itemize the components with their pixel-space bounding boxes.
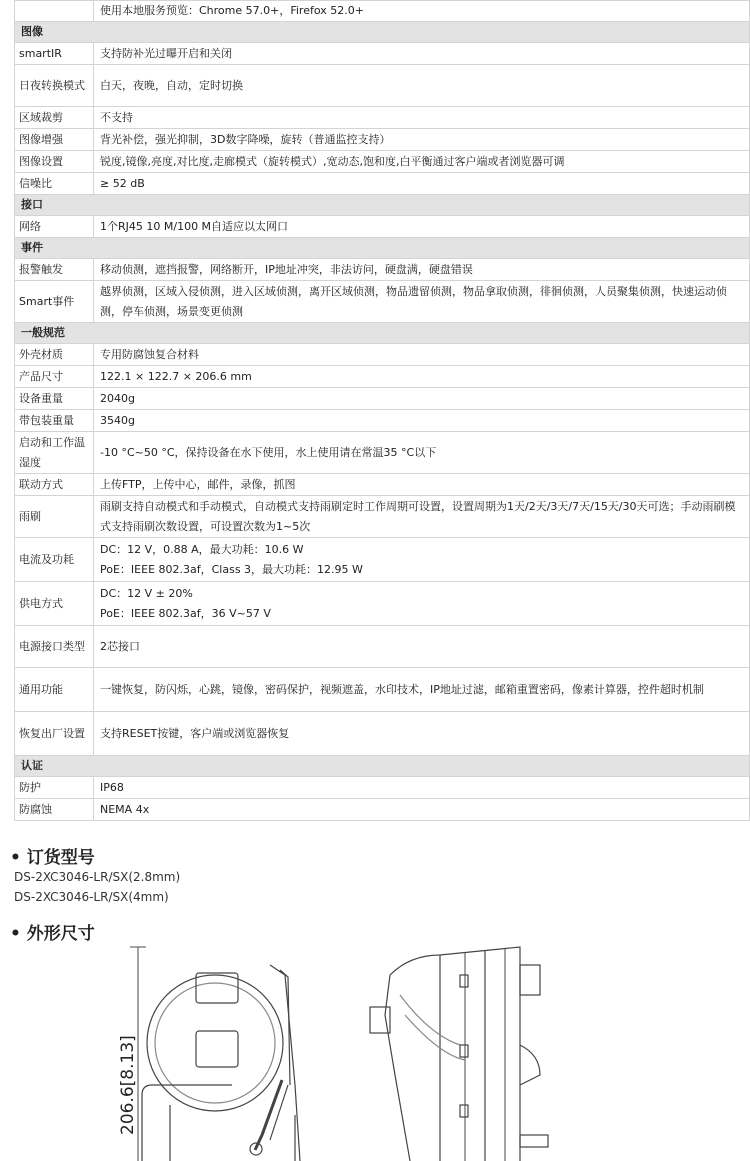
spec-value — [94, 582, 750, 626]
spec-value: 专用防腐蚀复合材料 — [94, 344, 750, 366]
spec-label: 区域裁剪 — [15, 107, 94, 129]
spec-row — [15, 173, 750, 195]
spec-label: 报警触发 — [15, 259, 94, 281]
spec-value-line: DC：12 V ± 20% — [100, 586, 193, 600]
spec-label: 图像增强 — [15, 129, 94, 151]
spec-label: 带包装重量 — [15, 410, 94, 432]
spec-value: 3540g — [94, 410, 750, 432]
spec-value: 使用本地服务预览：Chrome 57.0+，Firefox 52.0+ — [94, 1, 750, 22]
spec-label: 外壳材质 — [15, 344, 94, 366]
spec-value: NEMA 4x — [94, 799, 750, 821]
spec-value: 锐度,镜像,亮度,对比度,走廊模式（旋转模式）,宽动态,饱和度,白平衡通过客户端或者浏览器可调 — [94, 151, 750, 173]
spec-section-row — [15, 756, 750, 777]
spec-value: IP68 — [94, 777, 750, 799]
spec-label: 设备重量 — [15, 388, 94, 410]
height-dimension-label: 206.6[8.13] — [118, 1035, 138, 1135]
spec-row — [15, 151, 750, 173]
dimension-heading: • 外形尺寸 — [10, 924, 95, 944]
spec-row — [15, 259, 750, 281]
spec-label: 电源接口类型 — [15, 626, 94, 668]
spec-row — [15, 1, 750, 22]
spec-value: 雨刷支持自动模式和手动模式，自动模式支持雨刷定时工作周期可设置，设置周期为1天/2天/3天/7天/15天/30天可选；手动雨刷模式支持雨刷次数设置，可设置次数为1~5次 — [94, 496, 750, 538]
spec-value: 不支持 — [94, 107, 750, 129]
spec-label: 日夜转换模式 — [15, 65, 94, 107]
spec-row — [15, 107, 750, 129]
spec-section-title: 一般规范 — [15, 323, 750, 344]
spec-value: 支持防补光过曝开启和关闭 — [94, 43, 750, 65]
spec-label: 联动方式 — [15, 474, 94, 496]
spec-table — [14, 0, 750, 821]
spec-row — [15, 668, 750, 712]
spec-value: 一键恢复，防闪烁，心跳，镜像，密码保护，视频遮盖，水印技术，IP地址过滤，邮箱重置密码，像素计算器，控件超时机制 — [94, 668, 750, 712]
spec-section-title: 图像 — [15, 22, 750, 43]
spec-value: -10 °C~50 °C，保持设备在水下使用，水上使用请在常温35 °C以下 — [94, 432, 750, 474]
side-view-body — [390, 947, 520, 1161]
spec-row — [15, 777, 750, 799]
spec-row — [15, 799, 750, 821]
spec-value-line: PoE：IEEE 802.3af，36 V~57 V — [100, 606, 271, 620]
spec-label: 产品尺寸 — [15, 366, 94, 388]
order-model-line-2: DS-2XC3046-LR/SX(4mm) — [14, 890, 169, 904]
spec-value: ≥ 52 dB — [94, 173, 750, 195]
spec-row — [15, 129, 750, 151]
spec-row — [15, 712, 750, 756]
spec-label: Smart事件 — [15, 281, 94, 323]
spec-table-body — [15, 1, 750, 821]
spec-section-title: 事件 — [15, 238, 750, 259]
front-view-window-lower — [196, 1031, 238, 1067]
spec-label: 恢复出厂设置 — [15, 712, 94, 756]
spec-row — [15, 626, 750, 668]
spec-value: 1个RJ45 10 M/100 M自适应以太网口 — [94, 216, 750, 238]
spec-label: 启动和工作温湿度 — [15, 432, 94, 474]
spec-row — [15, 388, 750, 410]
spec-value: 122.1 × 122.7 × 206.6 mm — [94, 366, 750, 388]
spec-value: 越界侦测，区域入侵侦测，进入区域侦测，离开区域侦测，物品遗留侦测，物品拿取侦测，徘徊侦测，人员聚集侦测，快速运动侦测，停车侦测，场景变更侦测 — [94, 281, 750, 323]
spec-label: 图像设置 — [15, 151, 94, 173]
spec-value: 白天，夜晚，自动，定时切换 — [94, 65, 750, 107]
spec-row — [15, 538, 750, 582]
spec-section-row — [15, 22, 750, 43]
spec-row — [15, 216, 750, 238]
spec-label: smartIR — [15, 43, 94, 65]
order-model-heading: • 订货型号 — [10, 848, 95, 868]
spec-section-title: 认证 — [15, 756, 750, 777]
front-view-dome — [147, 975, 283, 1111]
spec-value: 移动侦测，遮挡报警，网络断开，IP地址冲突，非法访问，硬盘满，硬盘错误 — [94, 259, 750, 281]
spec-value: 背光补偿，强光抑制，3D数字降噪，旋转（普通监控支持） — [94, 129, 750, 151]
dimension-drawing — [0, 935, 750, 1161]
spec-value-line: DC：12 V，0.88 A，最大功耗：10.6 W — [100, 542, 304, 556]
spec-row — [15, 432, 750, 474]
spec-section-title: 接口 — [15, 195, 750, 216]
front-view — [130, 947, 300, 1161]
spec-label: 雨刷 — [15, 496, 94, 538]
spec-label: 网络 — [15, 216, 94, 238]
spec-row — [15, 366, 750, 388]
order-model-line-1: DS-2XC3046-LR/SX(2.8mm) — [14, 870, 181, 884]
spec-value-line: PoE：IEEE 802.3af，Class 3，最大功耗：12.95 W — [100, 562, 363, 576]
spec-label: 供电方式 — [15, 582, 94, 626]
spec-section-row — [15, 238, 750, 259]
side-view — [370, 947, 548, 1161]
spec-row — [15, 65, 750, 107]
spec-row — [15, 410, 750, 432]
spec-label: 通用功能 — [15, 668, 94, 712]
spec-row — [15, 281, 750, 323]
spec-value: 支持RESET按键，客户端或浏览器恢复 — [94, 712, 750, 756]
spec-row — [15, 474, 750, 496]
spec-value: 2040g — [94, 388, 750, 410]
spec-section-row — [15, 195, 750, 216]
spec-row — [15, 582, 750, 626]
spec-label — [15, 1, 94, 22]
spec-section-row — [15, 323, 750, 344]
spec-label: 防护 — [15, 777, 94, 799]
spec-value — [94, 538, 750, 582]
spec-label: 电流及功耗 — [15, 538, 94, 582]
spec-row — [15, 43, 750, 65]
spec-row — [15, 496, 750, 538]
spec-label: 信噪比 — [15, 173, 94, 195]
spec-label: 防腐蚀 — [15, 799, 94, 821]
spec-value: 上传FTP，上传中心，邮件，录像，抓图 — [94, 474, 750, 496]
spec-value: 2芯接口 — [94, 626, 750, 668]
spec-row — [15, 344, 750, 366]
